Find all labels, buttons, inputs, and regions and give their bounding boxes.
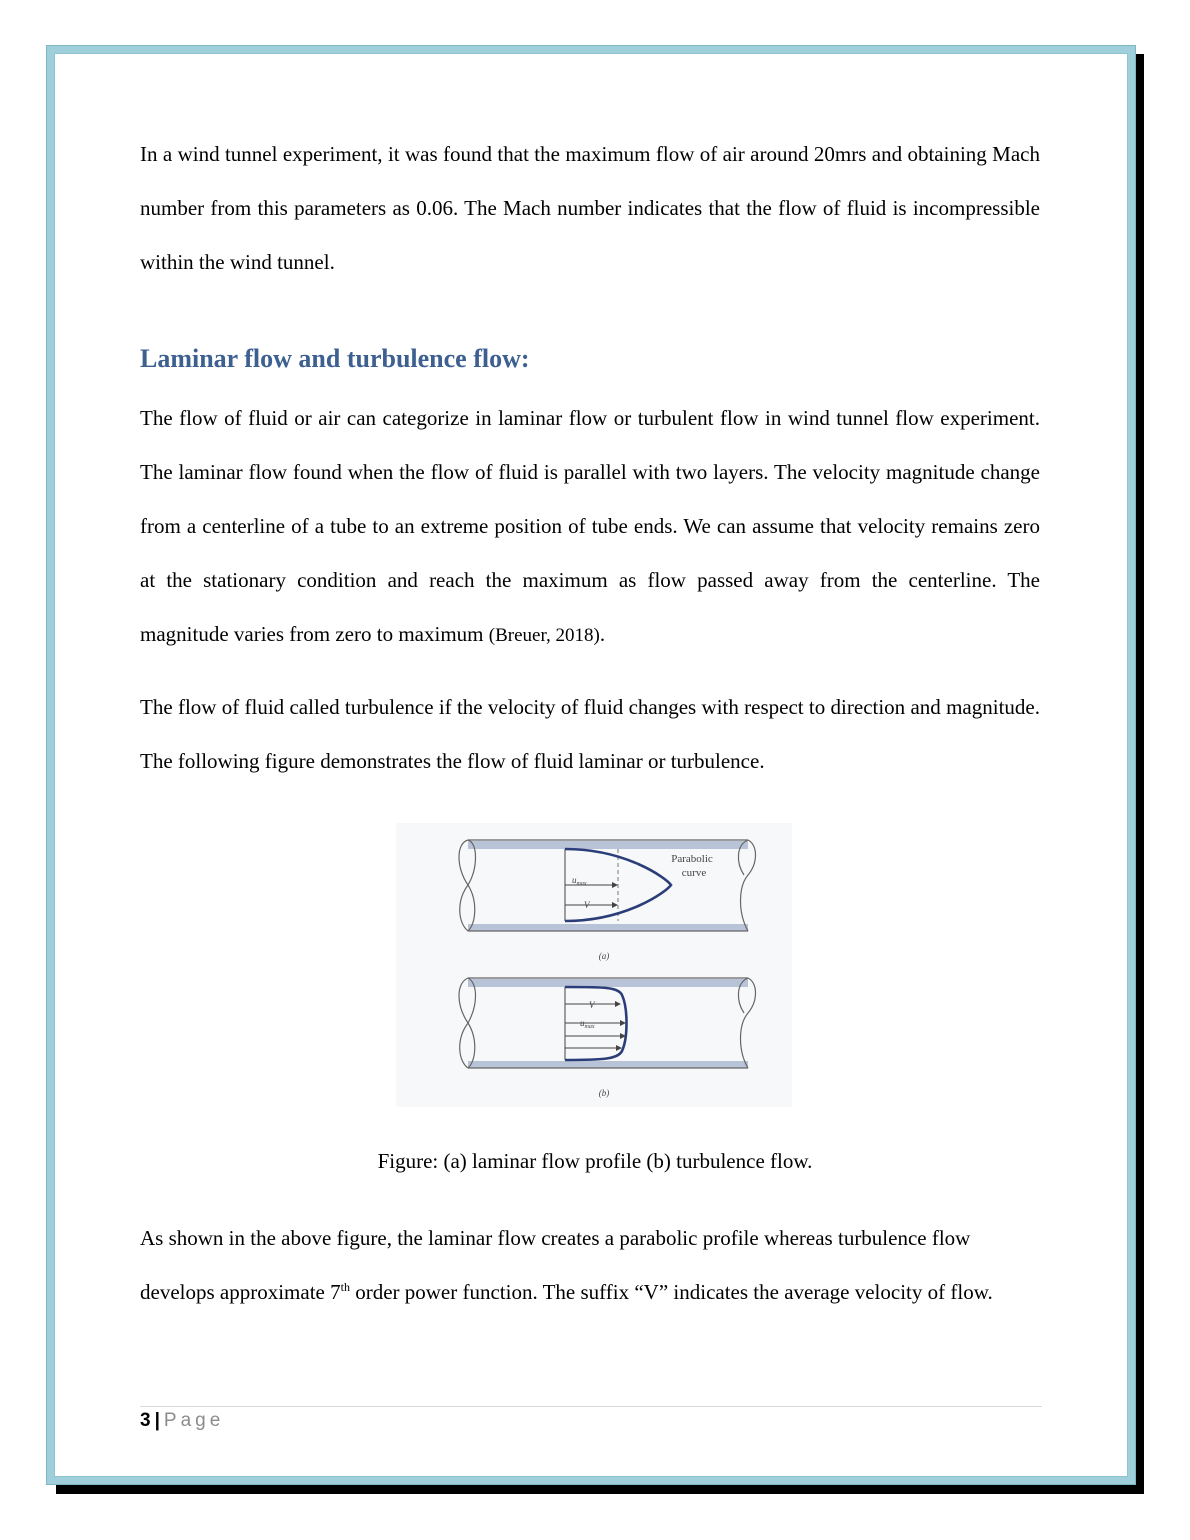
label-a: (a) <box>598 951 610 961</box>
flow-profile-diagram <box>396 823 792 1107</box>
figure-caption: Figure: (a) laminar flow profile (b) turbulence flow. <box>377 1149 813 1173</box>
paragraph-laminar-text: The flow of fluid or air can categorize in laminar flow or turbulent flow in wind tunnel flow experiment. The laminar flow found when the flow of fluid is parallel with two layers. The velocity magnitude change from a centerline of a tube to an extreme position of tube ends. We can assume that velocity remains zero at the stationary condition and reach the maximum as flow passed away from the centerline. The magnitude varies from zero to maximum <box>140 406 1040 646</box>
pipe-b <box>459 978 756 1098</box>
paragraph-laminar <box>140 391 1040 663</box>
label-v-a: V <box>584 900 590 910</box>
paragraph-laminar-end: . <box>599 622 606 646</box>
paragraph-turbulence: The flow of fluid called turbulence if the velocity of fluid changes with respect to direction and magnitude. The following figure demonstrates the flow of fluid laminar or turbulence. <box>140 695 1040 773</box>
paragraph-conclusion <box>140 1211 1035 1319</box>
pipe-a <box>459 840 756 961</box>
page-label: Page <box>163 1410 225 1431</box>
label-b: (b) <box>598 1088 610 1098</box>
page-footer <box>140 1410 224 1432</box>
citation: (Breuer, 2018) <box>488 625 600 646</box>
footer-divider <box>140 1406 1042 1407</box>
paragraph-conclusion-text-a: As shown in the above figure, the laminar flow creates a parabolic profile whereas turbulence flow develops approximate 7 <box>140 1226 971 1304</box>
paragraph-intro: In a wind tunnel experiment, it was found that the maximum flow of air around 20mrs and obtaining Mach number from this parameters as 0.06. The Mach number indicates that the flow of fluid is incompressible within the wind tunnel. <box>140 142 1040 274</box>
label-umax-b: $u_{max}$ <box>580 1018 595 1030</box>
section-heading: Laminar flow and turbulence flow: <box>140 344 530 373</box>
flow-profile-figure <box>396 823 792 1107</box>
label-curve: curve <box>681 867 707 879</box>
superscript-th: th <box>340 1280 350 1294</box>
label-umax-a: $u_{max}$ <box>572 875 587 887</box>
paragraph-conclusion-text-b: order power function. The suffix “V” indicates the average velocity of flow. <box>349 1280 993 1304</box>
page-number: 3 <box>140 1410 151 1431</box>
label-parabolic: Parabolic <box>671 853 713 865</box>
label-v-b: V <box>589 1000 595 1010</box>
footer-separator: | <box>154 1410 160 1431</box>
